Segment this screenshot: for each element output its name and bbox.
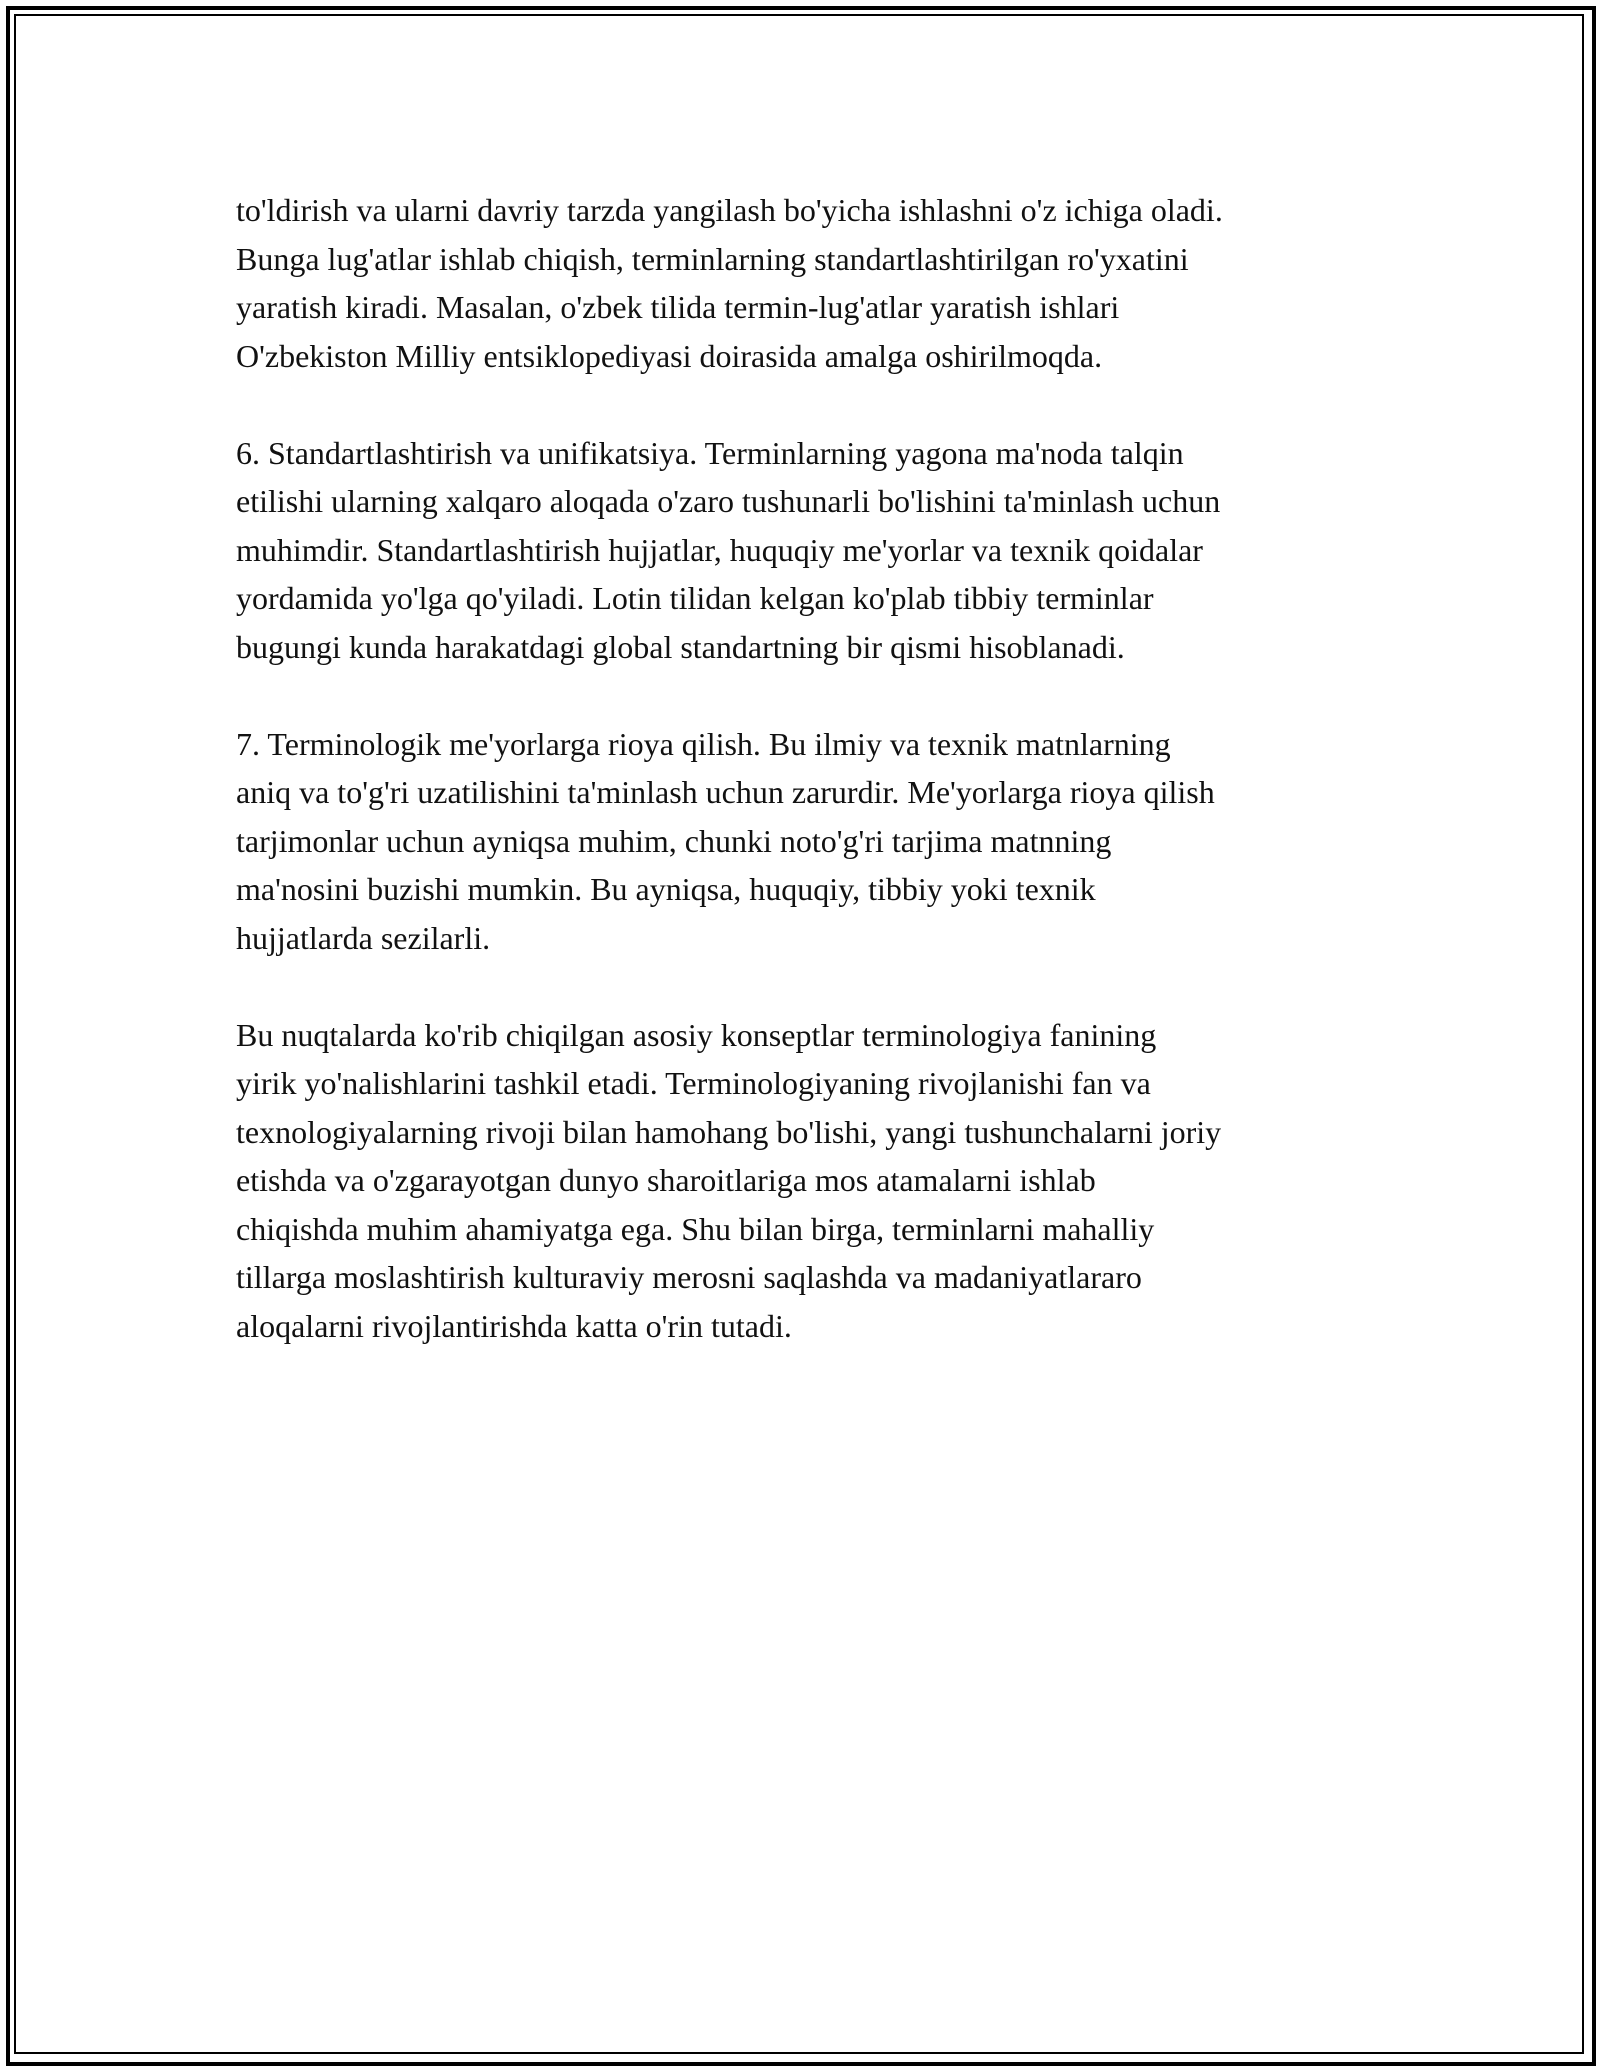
paragraph-conclusion: Bu nuqtalarda ko'rib chiqilgan asosiy konseptlar terminologiya fanining yirik yo'nalishlarini tashkil etadi. Terminologiyaning rivojlanishi fan va texnologiyalarning rivoji bilan hamohang bo'lishi, yangi tushunchalarni joriy etishda va o'zgarayotgan dunyo sharoitlariga mos atamalarni ishlab chiqishda muhim ahamiyatga ega. Shu bilan birga, terminlarni mahalliy tillarga moslashtirish kulturaviy merosni saqlashda va madaniyatlararo aloqalarni rivojlantirishda katta o'rin tutadi.: [236, 1016, 1222, 1344]
paragraph-continuation: to'ldirish va ularni davriy tarzda yangilash bo'yicha ishlashni o'z ichiga oladi. Bunga lug'atlar ishlab chiqish, terminlarning standartlashtirilgan ro'yxatini yaratish kiradi. Masalan, o'zbek tilida termin-lug'atlar yaratish ishlari O'zbekiston Milliy entsiklopediyasi doirasida amalga oshirilmoqda.: [236, 192, 1223, 374]
document-body: [236, 186, 1376, 1399]
paragraph-norms: 7. Terminologik me'yorlarga rioya qilish. Bu ilmiy va texnik matnlarning aniq va to'g'ri uzatilishini ta'minlash uchun zarurdir. Me'yorlarga rioya qilish tarjimonlar uchun ayniqsa muhim, chunki noto'g'ri tarjima matnning ma'nosini buzishi mumkin. Bu ayniqsa, huquqiy, tibbiy yoki texnik hujjatlarda sezilarli.: [236, 725, 1215, 956]
paragraph-standardization: 6. Standartlashtirish va unifikatsiya. Terminlarning yagona ma'noda talqin etilishi ularning xalqaro aloqada o'zaro tushunarli bo'lishini ta'minlash uchun muhimdir. Standartlashtirish hujjatlar, huquqiy me'yorlar va texnik qoidalar yordamida yo'lga qo'yiladi. Lotin tilidan kelgan ko'plab tibbiy terminlar bugungi kunda harakatdagi global standartning bir qismi hisoblanadi.: [236, 434, 1221, 665]
